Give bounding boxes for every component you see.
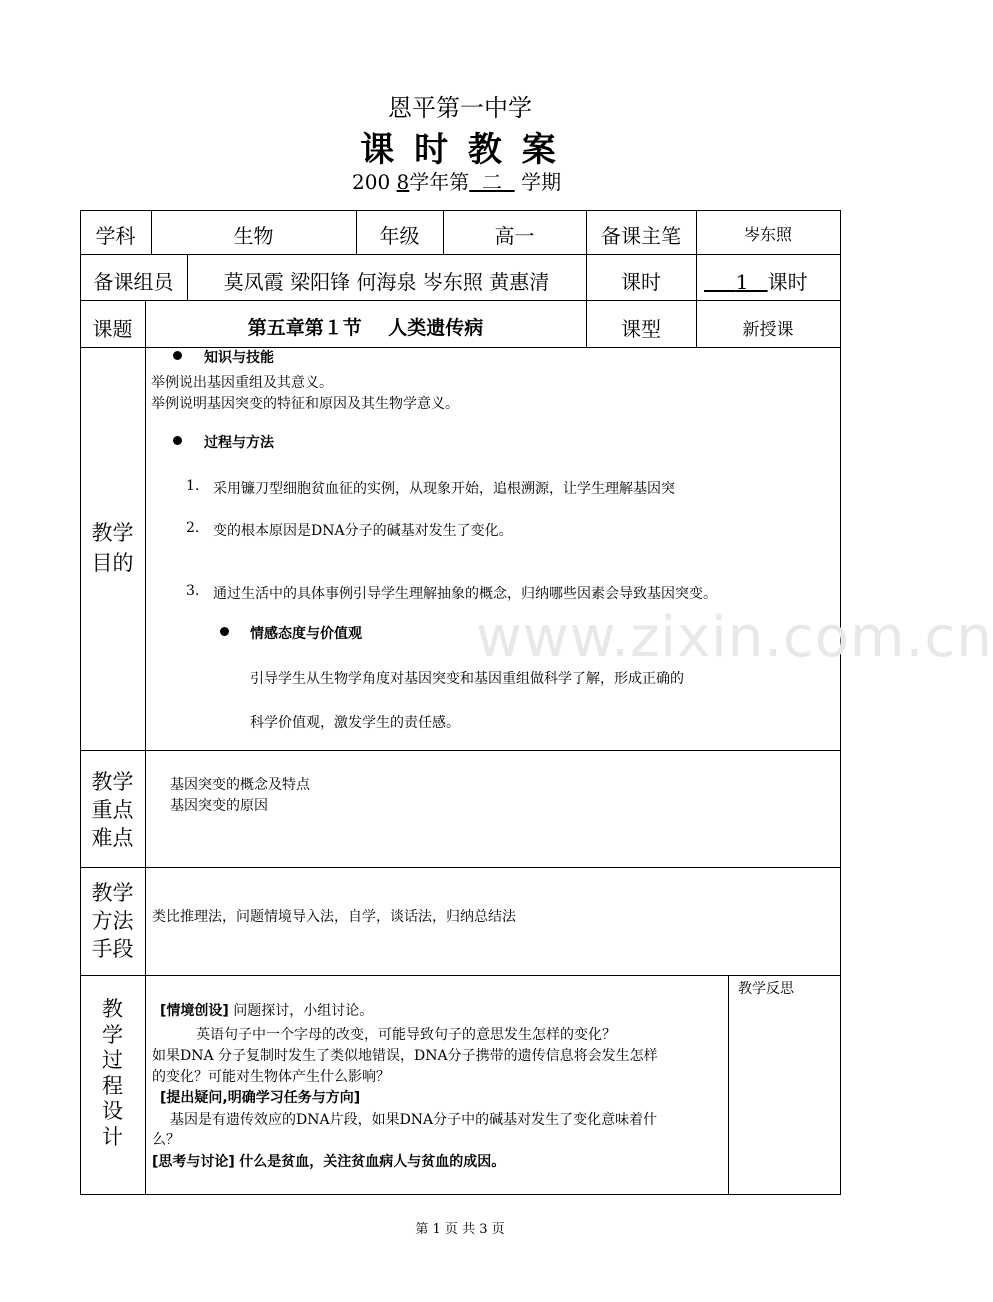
hours-field	[704, 266, 808, 295]
watermark: www.zixin.com.cn	[476, 605, 993, 670]
hours-unit: 课时	[767, 270, 808, 294]
process-item-text: 通过生活中的具体事例引导学生理解抽象的概念，归纳哪些因素会导致基因突变。	[213, 586, 717, 602]
document-title: 课 时 教 案	[360, 130, 560, 170]
key-point-line: 基因突变的原因	[170, 798, 268, 814]
key-points-label: 教学 重点 难点	[91, 770, 134, 850]
process-text-line: 英语句子中一个字母的改变，可能导致句子的意思发生怎样的变化？	[196, 1027, 616, 1043]
key-point-line: 基因突变的概念及特点	[170, 777, 310, 793]
process-item-text: 采用镰刀型细胞贫血征的实例，从现象开始，追根溯源，让学生理解基因突	[213, 481, 675, 497]
emotion-heading: 情感态度与价值观	[250, 626, 362, 642]
subject-value: 生物	[233, 224, 274, 248]
emotion-line: 引导学生从生物学角度对基因突变和基因重组做科学了解，形成正确的	[250, 671, 684, 687]
bullet-icon	[220, 627, 229, 636]
grade-label: 年级	[379, 224, 420, 248]
term-prefix: 200	[352, 170, 391, 194]
members-value: 莫凤霞 梁阳锋 何海泉 岑东照 黄惠清	[223, 270, 550, 294]
lead-author-label: 备课主笔	[601, 224, 681, 248]
process-item-number: 3.	[186, 583, 200, 599]
process-text-line: 的变化？可能对生物体产生什么影响？	[152, 1069, 390, 1085]
scenario-text: 问题探讨，小组讨论。	[233, 1003, 374, 1019]
process-text-line: 么？	[152, 1132, 180, 1148]
page-number: 第 1 页 共 3 页	[415, 1222, 505, 1237]
topic-value: 第五章第１节 人类遗传病	[247, 317, 484, 339]
grade-value: 高一	[494, 224, 535, 248]
bullet-icon	[173, 436, 182, 445]
knowledge-line: 举例说明基因突变的特征和原因及其生物学意义。	[151, 396, 459, 412]
type-value: 新授课	[742, 320, 794, 340]
process-text-line: 基因是有遗传效应的DNA片段，如果DNA分子中的碱基对发生了变化意味着什	[170, 1112, 658, 1128]
process-design-label: 教 学 过 程 设 计	[102, 997, 123, 1149]
knowledge-line: 举例说出基因重组及其意义。	[151, 375, 333, 391]
lead-author-value: 岑东照	[743, 225, 792, 244]
school-name: 恩平第一中学	[388, 94, 532, 122]
discuss-text: 什么是贫血，关注贫血病人与贫血的成因。	[239, 1154, 506, 1170]
objectives-label: 教学 目的	[91, 521, 134, 575]
term-number: 二	[482, 170, 502, 194]
methods-text: 类比推理法，问题情境导入法，自学，谈话法，归纳总结法	[152, 909, 516, 925]
topic-label: 课题	[92, 317, 133, 341]
process-text-line: 如果DNA 分子复制时发生了类似地错误，DNA分子携带的遗传信息将会发生怎样	[152, 1048, 658, 1064]
knowledge-heading: 知识与技能	[204, 350, 274, 366]
hours-value: 1	[735, 270, 749, 294]
hours-label: 课时	[621, 270, 661, 294]
term-line	[352, 166, 561, 195]
term-year-digit: 8	[396, 170, 410, 194]
process-item-number: 2.	[186, 520, 200, 536]
type-label: 课型	[621, 317, 661, 341]
bullet-icon	[173, 351, 182, 360]
process-item-text: 变的根本原因是DNA分子的碱基对发生了变化。	[213, 523, 513, 539]
discuss-tag: [思考与讨论]	[152, 1154, 235, 1170]
term-mid: 学年第	[409, 170, 470, 194]
term-suffix: 学期	[521, 170, 562, 194]
subject-label: 学科	[95, 224, 136, 248]
reflection-label: 教学反思	[738, 981, 794, 997]
methods-label: 教学 方法 手段	[91, 881, 134, 961]
members-label: 备课组员	[93, 270, 174, 294]
question-tag: [提出疑问,明确学习任务与方向]	[160, 1090, 361, 1106]
process-heading: 过程与方法	[204, 435, 274, 451]
process-item-number: 1.	[186, 478, 200, 494]
discuss-line	[152, 1151, 505, 1171]
emotion-line: 科学价值观，激发学生的责任感。	[250, 715, 460, 731]
scenario-tag: [情境创设]	[160, 1003, 229, 1019]
scenario-line	[160, 1000, 373, 1020]
